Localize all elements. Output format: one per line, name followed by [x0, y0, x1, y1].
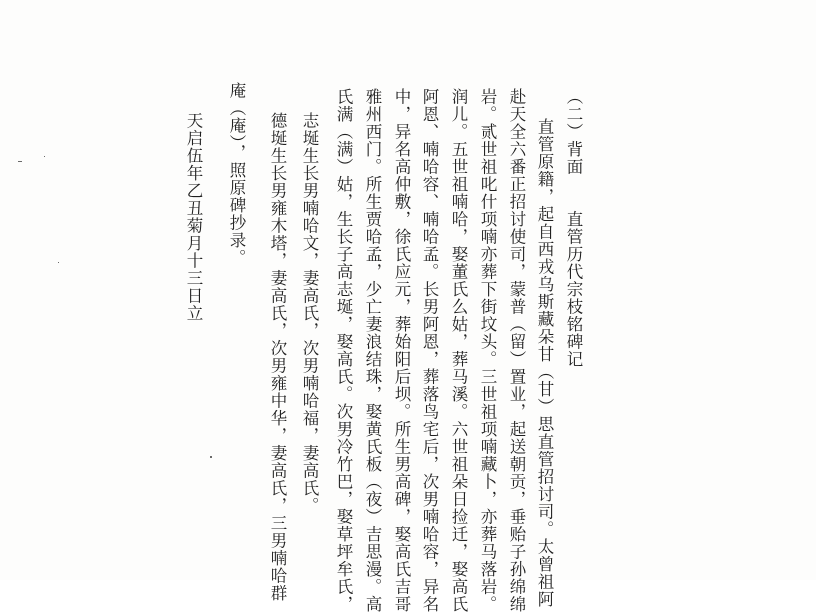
text-column-5: 阿恩、喃哈容、喃哈孟。长男阿恩，葬落鸟宅后，次男喃哈容，异名	[420, 88, 439, 613]
scan-speck	[210, 456, 212, 458]
text-column-7: 雅州西门。所生贾哈孟，少亡妻浪结珠，娶黄氏板（夜）吉思漫。高	[363, 88, 382, 613]
scan-speck	[18, 161, 22, 162]
document-title: （二）背面 直管历代宗枝铭碑记	[564, 88, 583, 368]
text-column-2: 赴天全六番正招讨使司，蒙普（留）置业，起送朝贡，垂贻子孙绵绵	[507, 88, 526, 613]
text-column-3: 岩。贰世祖叱什项喃亦葬下街坟头。三世祖项喃藏卜，亦葬马落岩。	[478, 88, 497, 613]
text-column-8: 氏满（满）姑，生长子高志埏，娶高氏。次男冷竹巴，娶草坪牟氏，	[334, 88, 353, 613]
text-column-6: 中，异名高仲敷，徐氏应元，葬始阳后坝。所生男高碑，娶高氏吉哥	[392, 88, 411, 613]
scan-speck	[58, 262, 59, 263]
text-column-9: 志埏生长男喃哈文，妻高氏，次男喃哈福，妻高氏。	[300, 112, 319, 515]
text-column-10: 德埏生长男雍木塔，妻高氏，次男雍中华，妻高氏，三男喃哈群	[268, 112, 287, 602]
text-column-1: 直管原籍，起自西戎乌斯藏朵甘（甘）思直管招讨司。太曾祖阿	[535, 118, 554, 608]
date-line: 天启伍年乙丑菊月十三日立	[184, 112, 203, 322]
text-column-11: 庵（庵），照原碑抄录。	[227, 82, 246, 267]
scan-speck	[44, 156, 45, 157]
text-column-4: 润儿。五世祖喃哈，娶董氏么姑，葬马溪。六世祖朵日捡迁，娶高氏	[449, 88, 468, 613]
